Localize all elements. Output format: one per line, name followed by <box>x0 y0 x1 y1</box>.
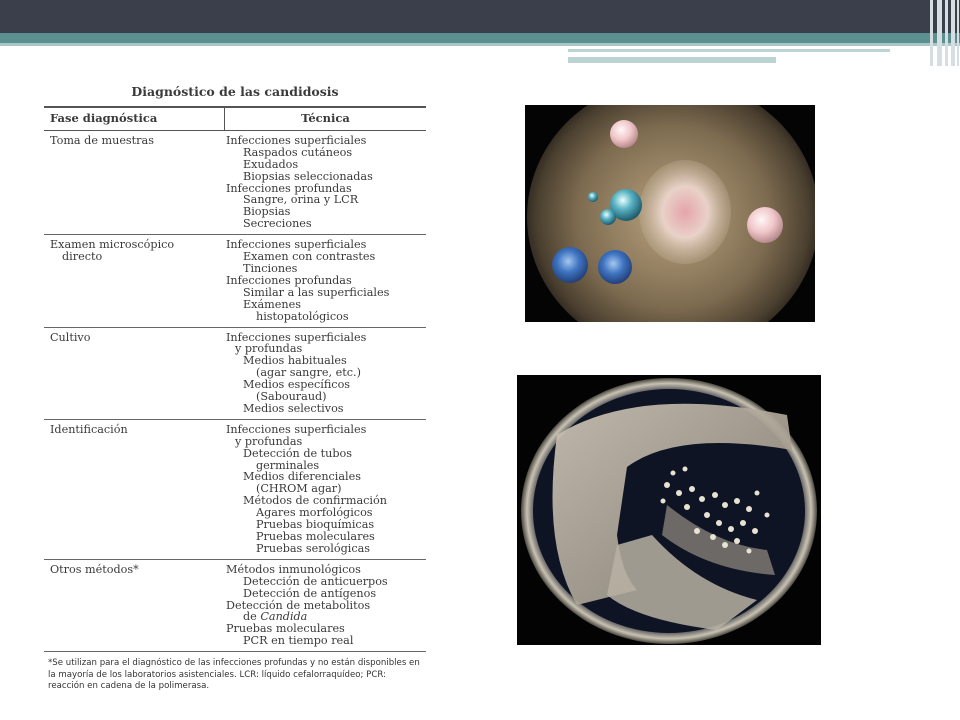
technique-text: Exudados <box>243 157 299 171</box>
technique-text: Agares morfológicos <box>256 506 373 520</box>
technique-text: Infecciones superficiales <box>226 422 367 436</box>
phase-text: Examen microscópico <box>50 238 175 252</box>
phase-text: Cultivo <box>50 330 91 344</box>
technique-text: y profundas <box>235 434 303 448</box>
phase-cell <box>44 332 226 415</box>
chromogenic-colonies-image <box>525 105 815 322</box>
technique-text: histopatológicos <box>256 309 349 323</box>
technique-text: Sangre, orina y LCR <box>243 193 359 207</box>
technique-text: Raspados cutáneos <box>243 145 353 159</box>
technique-cell <box>226 564 426 647</box>
technique-text: Tinciones <box>243 261 298 275</box>
column-header-phase: Fase diagnóstica <box>44 108 225 130</box>
technique-text: Medios diferenciales <box>243 470 361 484</box>
table-row <box>44 420 426 560</box>
culture-plate-photo <box>517 375 821 645</box>
table-body <box>44 131 426 652</box>
phase-text: Otros métodos* <box>50 562 139 576</box>
column-header-technique: Técnica <box>301 110 350 125</box>
chromogenic-colonies-photo <box>525 105 815 322</box>
phase-cell <box>44 239 226 322</box>
technique-text: Pruebas moleculares <box>256 530 375 543</box>
table-row <box>44 235 426 327</box>
technique-text: Similar a las superficiales <box>243 285 390 299</box>
technique-text: (CHROM agar) <box>256 482 342 496</box>
slide-header-rule <box>0 43 960 46</box>
technique-text: de Candida <box>243 610 308 624</box>
technique-text: Métodos de confirmación <box>243 494 387 508</box>
culture-plate-image <box>517 375 821 645</box>
slide-header-stripes <box>928 0 960 66</box>
slide-header-stub <box>568 57 776 63</box>
technique-text: Medios específicos <box>243 378 351 392</box>
technique-text: Pruebas moleculares <box>226 622 345 636</box>
table-header-row <box>44 108 426 131</box>
phase-cell <box>44 564 226 647</box>
table-row <box>44 131 426 235</box>
diagnosis-table <box>44 80 426 692</box>
technique-text: Infecciones superficiales <box>226 133 367 147</box>
technique-text: PCR en tiempo real <box>243 634 354 648</box>
technique-text: (agar sangre, etc.) <box>256 366 361 380</box>
technique-text: Examen con contrastes <box>243 250 376 264</box>
technique-text: y profundas <box>235 342 303 356</box>
phase-text: directo <box>62 250 103 264</box>
technique-text: Medios selectivos <box>243 401 344 415</box>
technique-text: Infecciones superficiales <box>226 238 367 252</box>
phase-text: Identificación <box>50 422 128 436</box>
technique-cell <box>226 239 426 322</box>
technique-cell <box>226 332 426 415</box>
technique-text: Pruebas bioquímicas <box>256 518 375 532</box>
phase-cell <box>44 135 226 230</box>
phase-cell <box>44 424 226 555</box>
slide-header-stub <box>568 49 890 52</box>
technique-text: Exámenes <box>243 297 301 311</box>
technique-text: (Sabouraud) <box>256 390 327 404</box>
technique-text: Infecciones profundas <box>226 273 352 287</box>
technique-cell <box>226 135 426 230</box>
technique-text: Detección de antígenos <box>243 586 377 600</box>
technique-text: Detección de anticuerpos <box>243 574 388 588</box>
technique-text: Detección de tubos <box>243 446 352 460</box>
slide-header-accent <box>0 33 960 43</box>
table-title: Diagnóstico de las candidosis <box>44 80 426 108</box>
technique-text: Biopsias <box>243 205 291 219</box>
table-row <box>44 560 426 652</box>
table-row <box>44 328 426 420</box>
technique-text: Infecciones superficiales <box>226 330 367 344</box>
technique-text: germinales <box>256 458 320 472</box>
technique-text: Infecciones profundas <box>226 181 352 195</box>
technique-text: Métodos inmunológicos <box>226 562 361 576</box>
slide-header-bar <box>0 0 960 33</box>
table-footnote: *Se utilizan para el diagnóstico de las infecciones profundas y no están disponibles en la mayoría de los laboratorios asistenciales. LCR: líquido cefalorraquídeo; PCR: reacción en cadena de la polimerasa. <box>48 658 420 691</box>
technique-cell <box>226 424 426 555</box>
technique-text: Medios habituales <box>243 354 347 368</box>
technique-text: Biopsias seleccionadas <box>243 169 373 183</box>
technique-text: Secreciones <box>243 217 312 231</box>
technique-text: Pruebas serológicas <box>256 541 371 555</box>
phase-text: Toma de muestras <box>50 133 154 147</box>
technique-text: Detección de metabolitos <box>226 598 371 612</box>
